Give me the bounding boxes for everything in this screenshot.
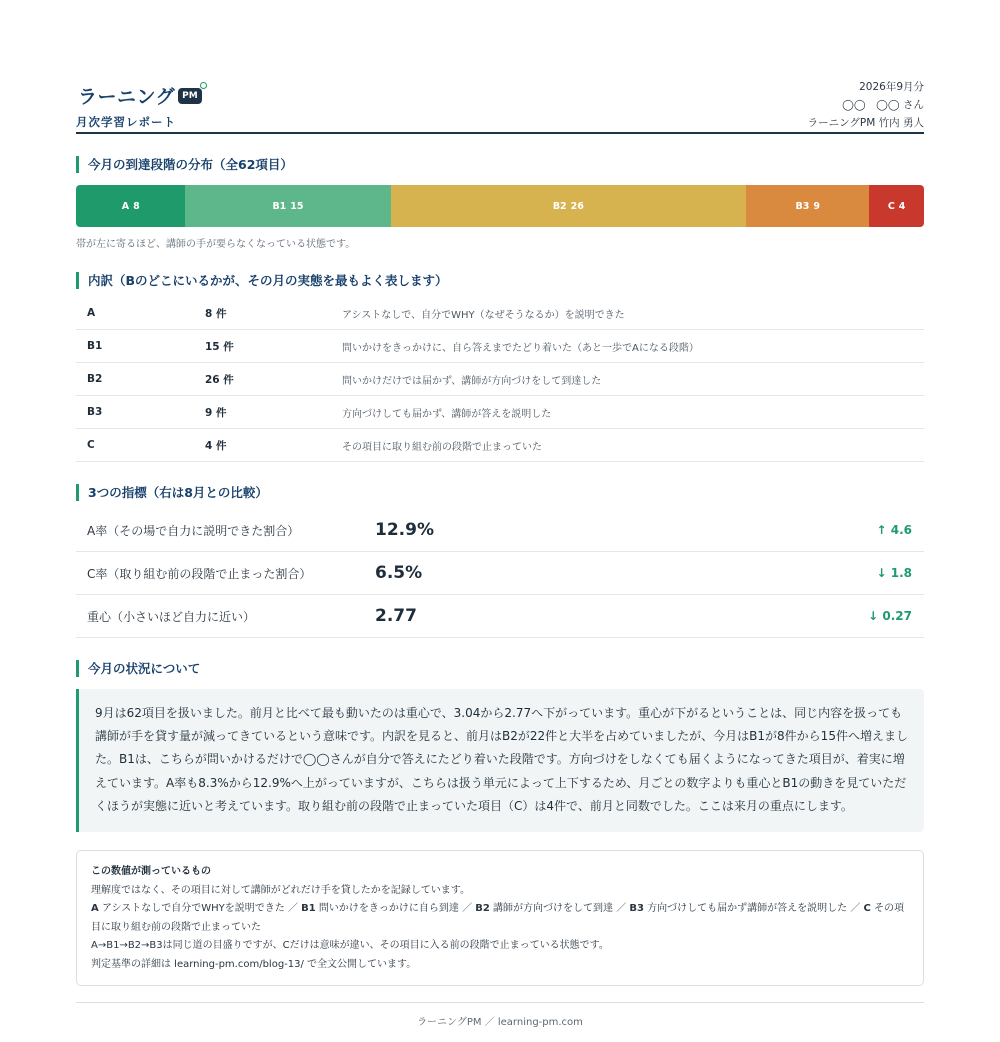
segment-label: C <box>887 200 895 212</box>
commentary-heading: 今月の状況について <box>76 660 924 677</box>
note-line-1: 理解度ではなく、その項目に対して講師がどれだけ手を貸したかを記録しています。 <box>91 884 470 896</box>
segment-count: 8 <box>133 200 140 212</box>
definition-text: 講師が方向づけをして到達 <box>493 903 614 915</box>
breakdown-stage: C <box>87 439 95 451</box>
breakdown-row <box>76 429 924 462</box>
indicator-value: 12.9% <box>375 520 434 540</box>
distribution-segment-c <box>869 185 924 227</box>
breakdown-stage: B2 <box>87 373 103 385</box>
breakdown-heading: 内訳（Bのどこにいるかが、その月の実態を最もよく表します） <box>76 272 924 289</box>
distribution-heading: 今月の到達段階の分布（全62項目） <box>76 156 924 173</box>
definition-text: その項目に取り組む前の段階で止まっていた <box>91 903 905 933</box>
definition-separator: ／ <box>847 903 864 915</box>
indicator-row <box>76 595 924 638</box>
report-footer: ラーニングPM ／ learning-pm.com <box>76 1002 924 1028</box>
breakdown-description: 問いかけだけでは届かず、講師が方向づけをして到達した <box>342 375 602 387</box>
breakdown-stage: A <box>87 307 96 319</box>
student-name: ◯◯ ◯◯ さん <box>842 99 924 111</box>
breakdown-stage: B1 <box>87 340 103 352</box>
distribution-segment-b2 <box>391 185 747 227</box>
breakdown-description: 問いかけをきっかけに、自ら答えまでたどり着いた（あと一歩でAになる段階） <box>342 342 699 354</box>
indicator-delta: ↓ 1.8 <box>876 566 912 580</box>
indicator-label: C率（取り組む前の段階で止まった割合） <box>87 566 312 581</box>
breakdown-row <box>76 330 924 363</box>
note-definitions <box>91 900 909 937</box>
breakdown-count: 15 件 <box>205 340 234 353</box>
definition-separator: ／ <box>458 903 476 915</box>
indicator-row <box>76 509 924 552</box>
indicator-delta: ↑ 4.6 <box>876 523 912 537</box>
segment-label: A <box>121 200 130 212</box>
breakdown-count: 8 件 <box>205 307 227 320</box>
brand-name: ラーニング <box>78 86 176 108</box>
note-title: この数値が測っているもの <box>91 866 211 878</box>
brand-dot-icon <box>200 82 207 89</box>
breakdown-description: その項目に取り組む前の段階で止まっていた <box>342 441 542 453</box>
teacher-name: ラーニングPM 竹内 勇人 <box>807 117 924 129</box>
indicator-value: 6.5% <box>375 563 423 583</box>
definition-text: 方向づけしても届かず講師が答えを説明した <box>647 903 848 915</box>
breakdown-row <box>76 363 924 396</box>
report-title: 月次学習レポート <box>76 115 176 129</box>
definition-key: B2 <box>475 903 490 915</box>
distribution-segment-b1 <box>185 185 390 227</box>
segment-count: 26 <box>570 200 584 212</box>
indicator-value: 2.77 <box>375 606 417 626</box>
breakdown-description: 方向づけしても届かず、講師が答えを説明した <box>342 408 552 420</box>
report-page <box>76 0 924 1028</box>
brand-badge <box>178 88 202 104</box>
commentary-text: 9月は62項目を扱いました。前月と比べて最も動いたのは重心で、3.04から2.77へ下がっています。重心が下がるということは、同じ内容を扱っても講師が手を貸す量が減ってきているという意味です。内訳を見ると、前月はB2が22件と大半を占めていましたが、今月はB1が8件から15件へ増えました。B1は、こちらが問いかけるだけで◯◯さんが自分で答えにたどり着いた段階です。方向づけをしなくても届くようになってきた項目が、着実に増えています。A率も8.3%から12.9%へ上がっていますが、こちらは扱う単元によって上下するため、月ごとの数字よりも重心とB1の動きを見ていただくほうが実態に近いと考えています。取り組む前の段階で止まっていた項目（C）は4件で、前月と同数でした。ここは来月の重点にします。 <box>76 689 924 832</box>
breakdown-row <box>76 297 924 330</box>
breakdown-table <box>76 297 924 462</box>
breakdown-row <box>76 396 924 429</box>
definition-key: A <box>91 903 99 915</box>
distribution-segment-a <box>76 185 185 227</box>
segment-count: 4 <box>898 200 906 212</box>
indicators-table <box>76 509 924 638</box>
definition-key: B3 <box>629 903 644 915</box>
report-header <box>76 78 924 134</box>
indicator-delta: ↓ 0.27 <box>868 609 912 623</box>
breakdown-count: 4 件 <box>205 439 227 452</box>
definition-separator: ／ <box>613 903 630 915</box>
note-line-4: 判定基準の詳細は learning-pm.com/blog-13/ で全文公開しています。 <box>91 958 417 970</box>
distribution-segment-b3 <box>746 185 869 227</box>
indicator-row <box>76 552 924 595</box>
definition-text: 問いかけをきっかけに自ら到達 <box>318 903 459 915</box>
indicator-label: 重心（小さいほど自力に近い） <box>87 609 256 624</box>
definition-key: C <box>863 903 871 915</box>
definition-key: B1 <box>301 903 316 915</box>
definition-text: アシストなしで自分でWHYを説明できた <box>101 903 285 915</box>
measurement-note <box>76 850 924 986</box>
indicator-label: A率（その場で自力に説明できた割合） <box>87 523 300 538</box>
breakdown-count: 9 件 <box>205 406 227 419</box>
brand-logo <box>78 82 202 109</box>
segment-label: B3 <box>795 200 810 212</box>
segment-label: B2 <box>552 200 567 212</box>
segment-count: 9 <box>813 200 820 212</box>
segment-count: 15 <box>290 200 304 212</box>
brand-badge-text: PM <box>182 90 198 101</box>
report-period: 2026年9月分 <box>859 81 924 93</box>
breakdown-description: アシストなしで、自分でWHY（なぜそうなるか）を説明できた <box>342 309 625 321</box>
distribution-bar <box>76 185 924 227</box>
definition-separator: ／ <box>284 903 302 915</box>
report-meta <box>808 78 924 132</box>
breakdown-count: 26 件 <box>205 373 234 386</box>
indicators-heading: 3つの指標（右は8月との比較） <box>76 484 924 501</box>
note-line-3: A→B1→B2→B3は同じ道の目盛りですが、Cだけは意味が違い、その項目に入る前の段階で止まっている状態です。 <box>91 940 609 952</box>
breakdown-stage: B3 <box>87 406 103 418</box>
distribution-note: 帯が左に寄るほど、講師の手が要らなくなっている状態です。 <box>76 239 356 250</box>
segment-label: B1 <box>272 200 287 212</box>
